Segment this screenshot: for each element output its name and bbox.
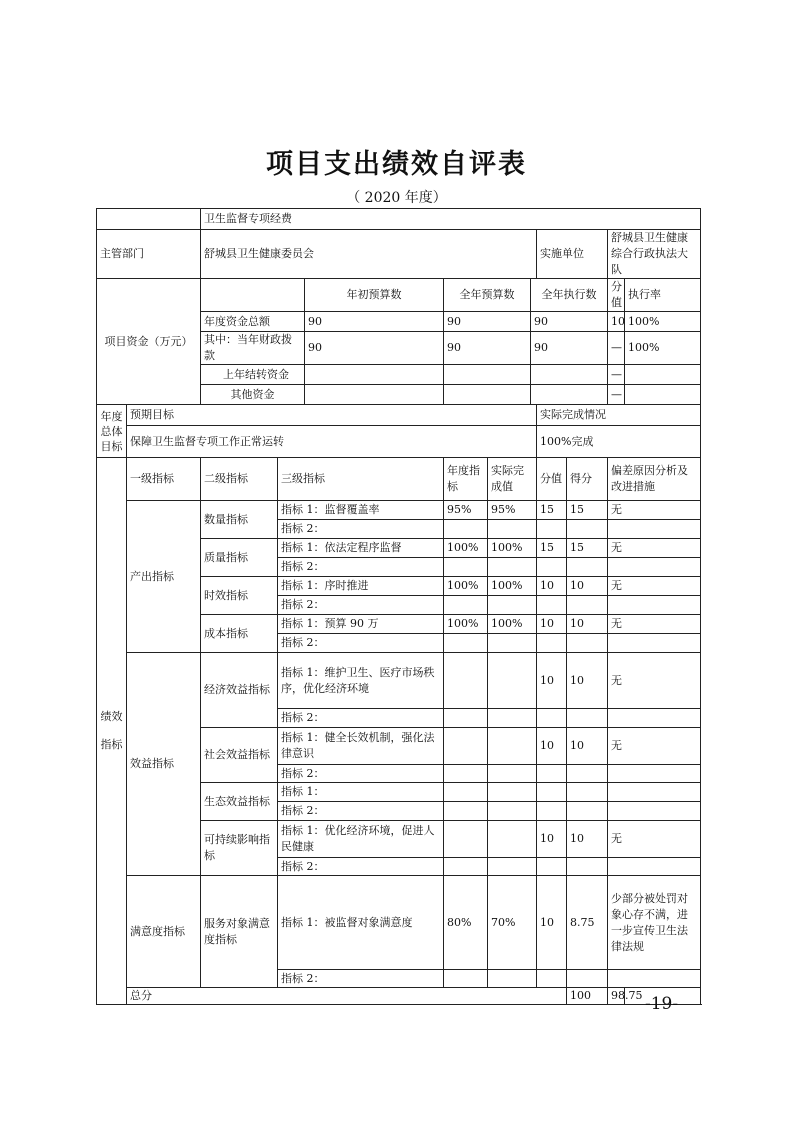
perf-target: 80% — [444, 876, 488, 970]
perf-score: 15 — [537, 539, 567, 558]
performance-table — [96, 208, 701, 1005]
impl-unit-label: 实施单位 — [537, 230, 608, 279]
perf-l3: 指标 2： — [278, 970, 444, 988]
funds-cell: — — [608, 332, 625, 365]
perf-l2: 经济效益指标 — [201, 653, 278, 728]
perf-l3: 指标 2： — [278, 802, 444, 821]
perf-actual: 100% — [488, 539, 537, 558]
total-label: 总分 — [127, 988, 567, 1005]
perf-note: 无 — [608, 577, 701, 596]
perf-score: 10 — [537, 577, 567, 596]
perf-actual — [488, 653, 537, 709]
funds-header: 全年执行数 — [531, 279, 608, 312]
perf-note: 无 — [608, 821, 701, 858]
perf-note: 无 — [608, 539, 701, 558]
perf-l3: 指标 1：维护卫生、医疗市场秩序，优化经济环境 — [278, 653, 444, 709]
funds-label: 项目资金（万元） — [97, 279, 201, 405]
total-score: 100 — [567, 988, 608, 1005]
perf-target: 95% — [444, 501, 488, 520]
perf-actual: 95% — [488, 501, 537, 520]
perf-note: 无 — [608, 653, 701, 709]
funds-row-label: 其他资金 — [201, 385, 305, 405]
department-row — [97, 230, 701, 279]
impl-unit-value: 舒城县卫生健康综合行政执法大队 — [608, 230, 701, 279]
perf-actual: 100% — [488, 615, 537, 634]
funds-header: 年初预算数 — [305, 279, 444, 312]
perf-score: 10 — [537, 615, 567, 634]
perf-label: 绩效指标 — [97, 458, 127, 1005]
funds-cell: 10 — [608, 312, 625, 332]
dept-value: 舒城县卫生健康委员会 — [201, 230, 537, 279]
funds-row-label: 其中：当年财政拨款 — [201, 332, 305, 365]
perf-l1: 产出指标 — [127, 501, 201, 653]
perf-l3: 指标 1：监督覆盖率 — [278, 501, 444, 520]
funds-cell: 90 — [444, 332, 531, 365]
perf-score: 10 — [537, 821, 567, 858]
page-title: 项目支出绩效自评表 — [266, 149, 527, 180]
perf-header: 实际完成值 — [488, 458, 537, 501]
funds-cell — [305, 365, 444, 385]
perf-l2: 社会效益指标 — [201, 728, 278, 783]
perf-l2: 时效指标 — [201, 577, 278, 615]
funds-cell: 90 — [531, 312, 608, 332]
perf-l3: 指标 1： — [278, 783, 444, 802]
funds-header-row — [97, 279, 701, 312]
funds-cell — [625, 365, 701, 385]
funds-header: 执行率 — [625, 279, 701, 312]
perf-score: 10 — [537, 653, 567, 709]
perf-l3: 指标 1：预算 90 万 — [278, 615, 444, 634]
perf-header: 偏差原因分析及改进措施 — [608, 458, 701, 501]
perf-target — [444, 653, 488, 709]
perf-actual — [488, 821, 537, 858]
funds-cell — [444, 365, 531, 385]
perf-l3: 指标 2： — [278, 520, 444, 539]
perf-target: 100% — [444, 615, 488, 634]
perf-target — [444, 728, 488, 765]
perf-score: 10 — [537, 876, 567, 970]
perf-got: 15 — [567, 501, 608, 520]
project-name-row — [97, 209, 701, 230]
perf-score: 15 — [537, 501, 567, 520]
perf-l3: 指标 1：序时推进 — [278, 577, 444, 596]
perf-actual: 70% — [488, 876, 537, 970]
perf-l1: 满意度指标 — [127, 876, 201, 988]
perf-l3: 指标 2： — [278, 596, 444, 615]
perf-score: 10 — [537, 728, 567, 765]
goal-content-row — [97, 426, 701, 458]
perf-l2: 数量指标 — [201, 501, 278, 539]
perf-got: 10 — [567, 653, 608, 709]
funds-cell: 90 — [444, 312, 531, 332]
perf-header: 一级指标 — [127, 458, 201, 501]
perf-l3: 指标 2： — [278, 858, 444, 876]
perf-header-row — [97, 458, 701, 501]
perf-actual: 100% — [488, 577, 537, 596]
expected-goal-label: 预期目标 — [127, 405, 537, 426]
funds-cell: 90 — [531, 332, 608, 365]
perf-note: 无 — [608, 615, 701, 634]
perf-l2: 生态效益指标 — [201, 783, 278, 821]
page-number: -19- — [645, 994, 679, 1014]
funds-cell: — — [608, 365, 625, 385]
perf-l3: 指标 2： — [278, 765, 444, 783]
perf-l3: 指标 2： — [278, 558, 444, 577]
funds-cell — [531, 385, 608, 405]
funds-cell — [444, 385, 531, 405]
funds-row-label: 上年结转资金 — [201, 365, 305, 385]
perf-l3: 指标 1：健全长效机制，强化法律意识 — [278, 728, 444, 765]
funds-cell: 90 — [305, 332, 444, 365]
actual-status: 100%完成 — [537, 426, 701, 458]
perf-row — [97, 501, 701, 520]
perf-got: 10 — [567, 577, 608, 596]
perf-l2: 成本指标 — [201, 615, 278, 653]
perf-note: 少部分被处罚对象心存不满，进一步宣传卫生法律法规 — [608, 876, 701, 970]
perf-l3: 指标 2： — [278, 634, 444, 653]
total-got: 98.75 — [608, 988, 625, 1005]
perf-l2: 可持续影响指标 — [201, 821, 278, 876]
perf-header: 得分 — [567, 458, 608, 501]
perf-l3: 指标 1：被监督对象满意度 — [278, 876, 444, 970]
perf-l3: 指标 2： — [278, 709, 444, 728]
perf-got: 10 — [567, 728, 608, 765]
perf-got: 8.75 — [567, 876, 608, 970]
funds-cell — [531, 365, 608, 385]
perf-l3: 指标 1：优化经济环境，促进人民健康 — [278, 821, 444, 858]
funds-header: 全年预算数 — [444, 279, 531, 312]
perf-actual — [488, 728, 537, 765]
goal-header-row — [97, 405, 701, 426]
funds-header: 分值 — [608, 279, 625, 312]
perf-got: 10 — [567, 821, 608, 858]
perf-target — [444, 821, 488, 858]
dept-label: 主管部门 — [97, 230, 201, 279]
perf-got: 15 — [567, 539, 608, 558]
total-row — [97, 988, 701, 1005]
funds-cell: 100% — [625, 332, 701, 365]
perf-got: 10 — [567, 615, 608, 634]
year-subtitle: （ 2020 年度） — [346, 190, 447, 206]
perf-row — [97, 876, 701, 970]
perf-note: 无 — [608, 501, 701, 520]
perf-l3: 指标 1：依法定程序监督 — [278, 539, 444, 558]
perf-header: 二级指标 — [201, 458, 278, 501]
project-name: 卫生监督专项经费 — [201, 209, 701, 230]
funds-cell — [625, 385, 701, 405]
perf-l2: 服务对象满意度指标 — [201, 876, 278, 988]
perf-note: 无 — [608, 728, 701, 765]
expected-goal: 保障卫生监督专项工作正常运转 — [127, 426, 537, 458]
actual-status-label: 实际完成情况 — [537, 405, 701, 426]
perf-target: 100% — [444, 539, 488, 558]
funds-cell — [305, 385, 444, 405]
funds-cell: — — [608, 385, 625, 405]
funds-cell: 90 — [305, 312, 444, 332]
perf-header: 三级指标 — [278, 458, 444, 501]
perf-l1: 效益指标 — [127, 653, 201, 876]
perf-header: 年度指 标 — [444, 458, 488, 501]
perf-l2: 质量指标 — [201, 539, 278, 577]
funds-row-label: 年度资金总额 — [201, 312, 305, 332]
perf-header: 分值 — [537, 458, 567, 501]
perf-target: 100% — [444, 577, 488, 596]
goal-label: 年度总体目标 — [97, 405, 127, 458]
perf-row — [97, 653, 701, 709]
funds-cell: 100% — [625, 312, 701, 332]
